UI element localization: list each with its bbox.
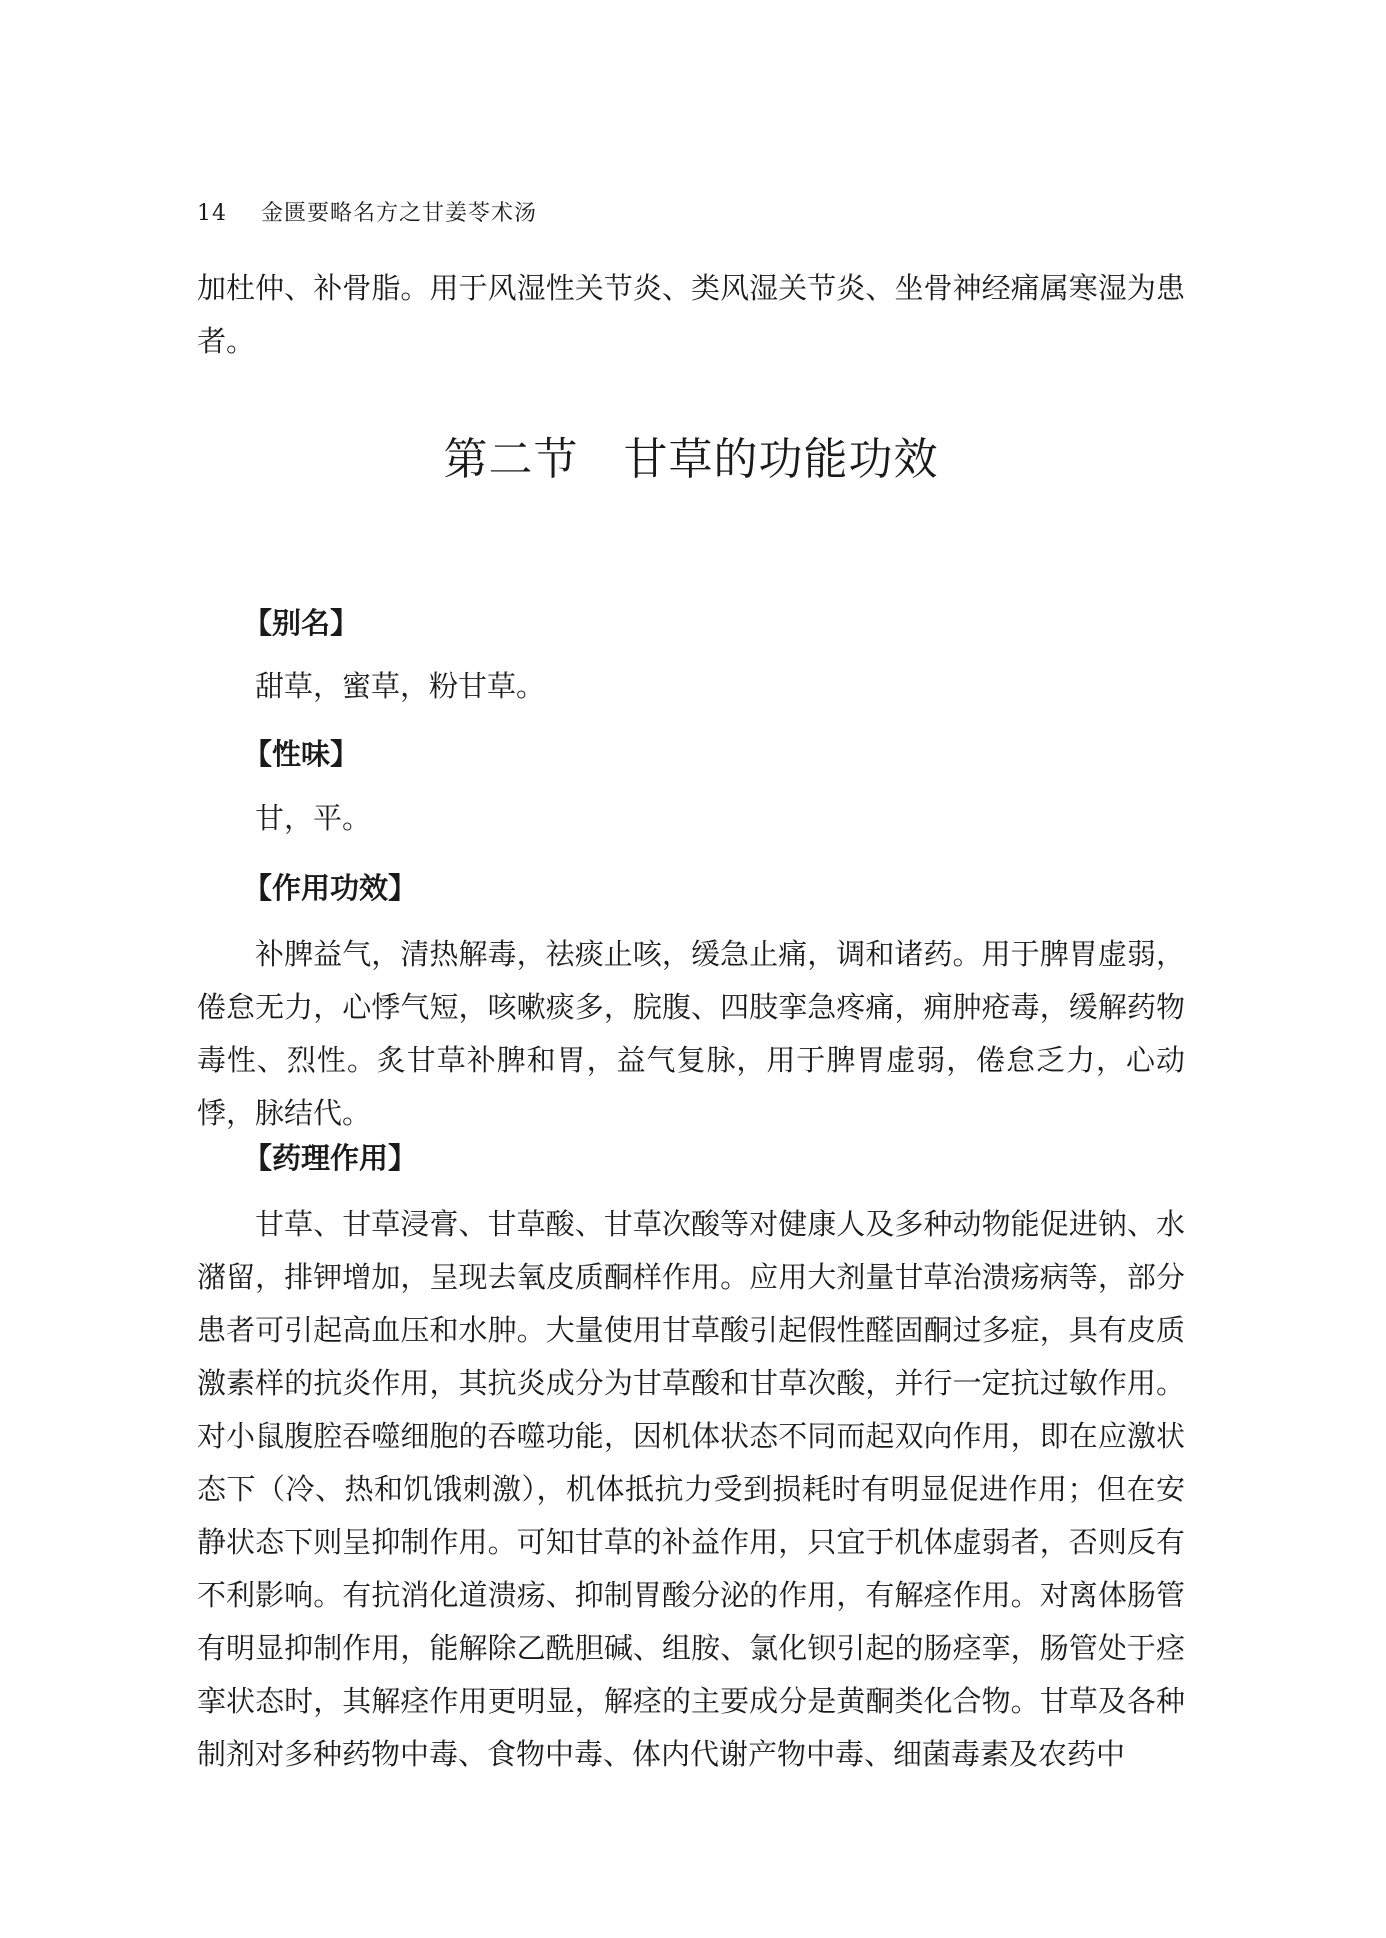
book-title: 金匮要略名方之甘姜苓术汤 [261,201,538,226]
entry-text-pharmacology: 甘草、甘草浸膏、甘草酸、甘草次酸等对健康人及多种动物能促进钠、水潴留，排钾增加，呈现去氧皮质酮样作用。应用大剂量甘草治溃疡病等，部分患者可引起高血压和水肿。大量使用甘草酸引起假性醛固酮过多症，具有皮质激素样的抗炎作用，其抗炎成分为甘草酸和甘草次酸，并行一定抗过敏作用。对小鼠腹腔吞噬细胞的吞噬功能，因机体状态不同而起双向作用，即在应激状态下（冷、热和饥饿刺激），机体抵抗力受到损耗时有明显促进作用；但在安静状态下则呈抑制作用。可知甘草的补益作用，只宜于机体虚弱者，否则反有不利影响。有抗消化道溃疡、抑制胃酸分泌的作用，有解痉作用。对离体肠管有明显抑制作用，能解除乙酰胆碱、组胺、氯化钡引起的肠痉挛，肠管处于痉挛状态时，其解痉作用更明显，解痉的主要成分是黄酮类化合物。甘草及各种制剂对多种药物中毒、食物中毒、体内代谢产物中毒、细菌毒素及农药中 [197,1207,1185,1771]
section-title: 第二节 甘草的功能功效 [443,434,939,485]
running-header [197,196,537,227]
entry-text-nature-flavor: 甘，平。 [255,801,372,835]
page-number: 14 [197,201,227,226]
entry-heading-nature-flavor: 【性味】 [243,737,360,771]
entry-heading-alias: 【别名】 [243,606,360,640]
entry-heading-efficacy: 【作用功效】 [243,871,418,905]
continued-paragraph: 加杜仲、补骨脂。用于风湿性关节炎、类风湿关节炎、坐骨神经痛属寒湿为患者。 [197,271,1185,358]
entry-heading-pharmacology: 【药理作用】 [243,1141,418,1175]
entry-text-alias: 甜草，蜜草，粉甘草。 [255,669,546,703]
entry-text-efficacy: 补脾益气，清热解毒，祛痰止咳，缓急止痛，调和诸药。用于脾胃虚弱，倦怠无力，心悸气短，咳嗽痰多，脘腹、四肢挛急疼痛，痈肿疮毒，缓解药物毒性、烈性。炙甘草补脾和胃，益气复脉，用于脾胃虚弱，倦怠乏力，心动悸，脉结代。 [197,937,1185,1130]
